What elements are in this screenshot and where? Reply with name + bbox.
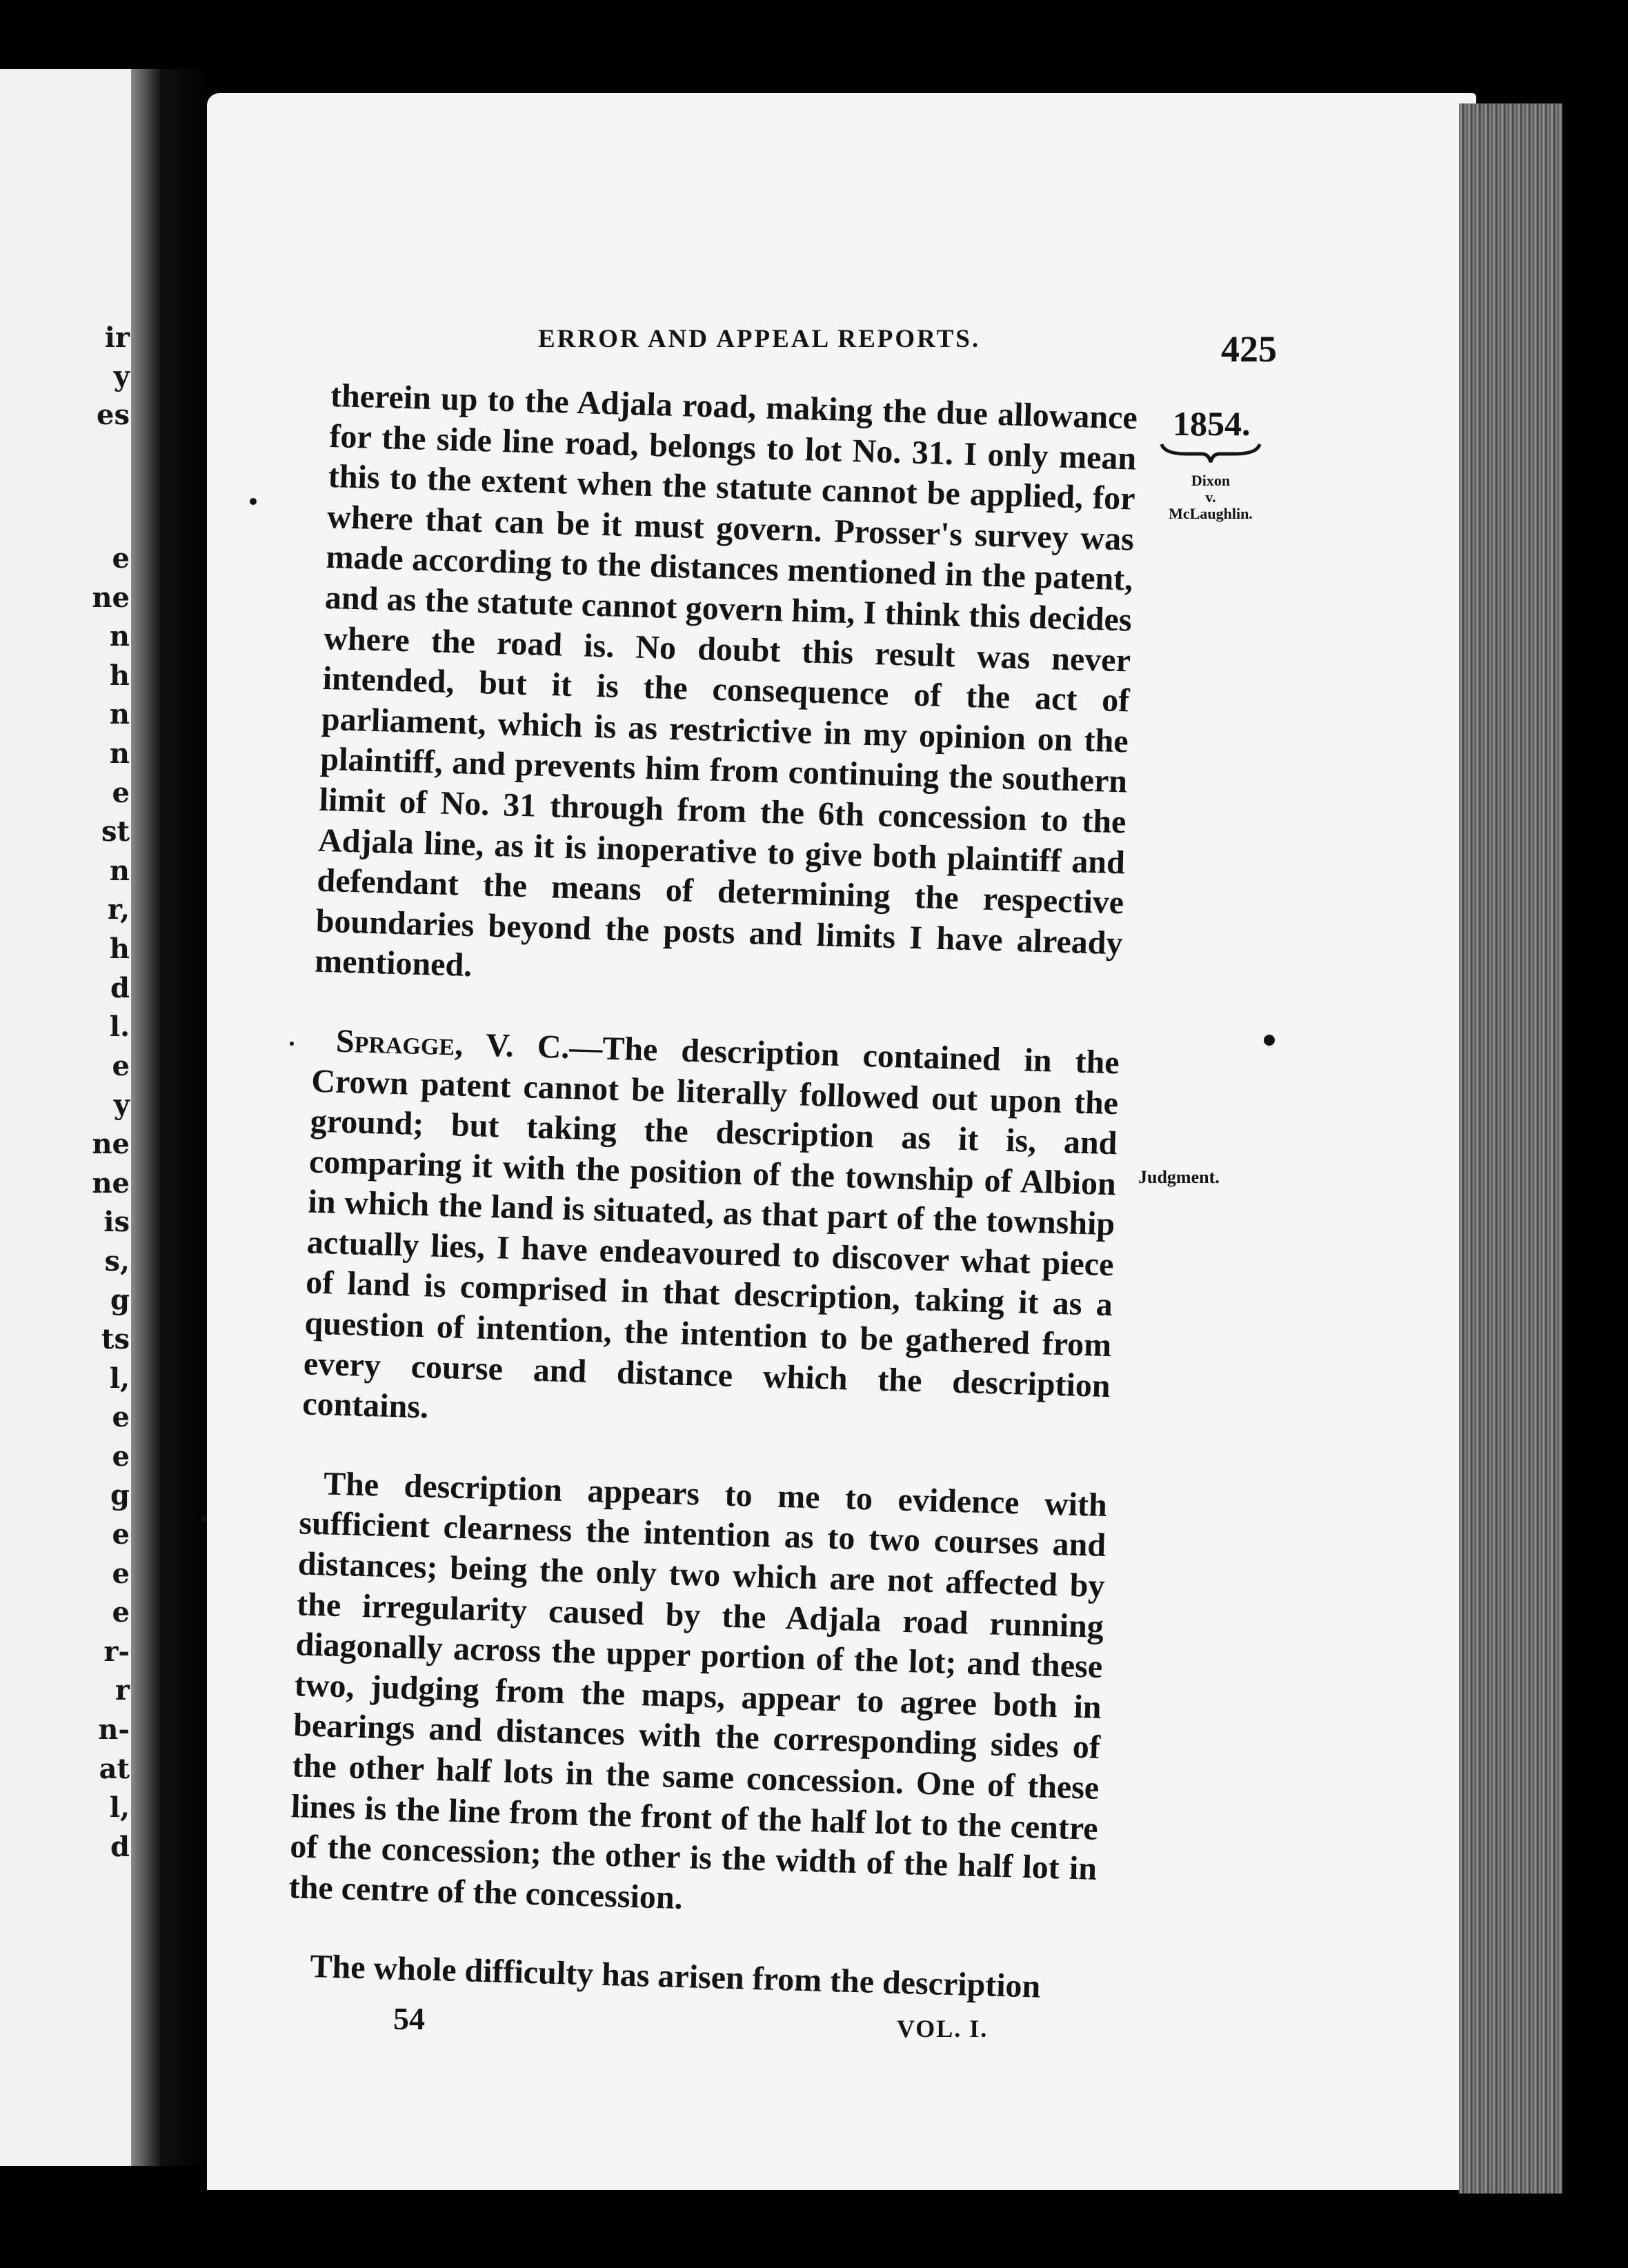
previous-page-fragment-text: n <box>109 737 130 770</box>
previous-page-fragment-text: g <box>110 1284 130 1317</box>
margin-case-versus: v. <box>1205 488 1216 506</box>
previous-page-fragment-text: r- <box>103 1635 130 1668</box>
paragraph-2-text: —The description contained in the Crown patent cannot be literally followed out upon the ground; but taking the description as it is, and comparing it with the position of the township of Albion in which the land is situated, as that part of the township actually lies, I have endeavoured to discover what piece of land is comprised in that description, taking it as a question of intention, the intention to be gathered from every course and distance which the description contains. <box>301 1028 1120 1426</box>
previous-page-fragment-text: l, <box>109 1362 130 1395</box>
volume-label: VOL. I. <box>897 2015 989 2042</box>
body-text <box>286 376 1138 2009</box>
previous-page-fragment-text: e <box>112 1440 130 1473</box>
margin-year: 1854. <box>1173 404 1251 443</box>
signature-mark: 54 <box>393 2001 425 2036</box>
previous-page-fragment-text: ts <box>101 1323 130 1355</box>
paragraph-3: The description appears to me to evidence with sufficient clearness the intention as to two courses and distances; being the only two which are not affected by the irregularity caused by the Adjala road running diagonally across the upper portion of the lot; and these two, judging from the maps, appear to agree both in bearings and distances with the corresponding sides of the other half lots in the same concession. One of these lines is the line from the front of the half lot to the centre of the concession; the other is the width of the half lot in the centre of the concession. <box>288 1465 1108 1916</box>
previous-page-fragment-text: e <box>112 1518 130 1551</box>
previous-page-fragment-text: ne <box>92 1128 130 1160</box>
previous-page-fragment-text: n <box>109 620 130 653</box>
scan-speck <box>250 498 257 505</box>
previous-page-fragment-text: is <box>103 1206 130 1239</box>
paragraph-1: therein up to the Adjala road, making the due allowance for the side line road, belongs to lot No. 31. I only mean this to the extent when the statute cannot be applied, for where that can be it must govern. Prosser's survey was made according to the distances mentioned in the patent, and as the statute cannot govern him, I think this decides where the road is. No doubt this result was never intended, but it is the consequence of the act of parliament, which is as restrictive in my opinion on the plaintiff, and prevents him from continuing the southern limit of No. 31 through from the 6th concession to the Adjala line, as it is inoperative to give both plaintiff and defendant the means of determining the respective boundaries beyond the posts and limits I have already mentioned. <box>314 377 1138 984</box>
previous-page-fragment-text: h <box>109 659 130 692</box>
page-number: 425 <box>1221 328 1277 370</box>
previous-page-fragment-text: e <box>112 1557 130 1590</box>
paragraph-2 <box>302 1021 1120 1447</box>
page-block-edge <box>1459 103 1562 2194</box>
scan-speck <box>290 1042 294 1046</box>
previous-page-fragment-text: d <box>110 971 130 1004</box>
book-gutter <box>131 69 207 2166</box>
previous-page-fragment-text: r, <box>107 893 130 926</box>
margin-case-plaintiff: Dixon <box>1191 472 1231 489</box>
previous-page-fragment-text: n <box>109 698 130 731</box>
margin-judgment: Judgment. <box>1138 1167 1220 1187</box>
previous-page-fragment-text: r <box>115 1674 130 1707</box>
previous-page-fragment-text: e <box>112 1596 130 1629</box>
margin-brace-icon <box>1159 441 1262 465</box>
previous-page-fragment <box>0 69 131 2166</box>
previous-page-fragment-text: h <box>109 933 130 965</box>
previous-page-fragment-text: n <box>109 854 130 887</box>
previous-page-fragment-text: ir <box>104 321 130 354</box>
previous-page-fragment-text: n- <box>98 1713 130 1746</box>
previous-page-fragment-text: l, <box>109 1791 130 1824</box>
scan-speck <box>201 1516 207 1522</box>
previous-page-fragment-text: d <box>110 1830 130 1863</box>
previous-page-fragment-text: g <box>110 1479 130 1512</box>
previous-page-fragment-text: es <box>97 399 130 431</box>
previous-page-fragment-text: st <box>101 815 130 848</box>
previous-page-fragment-text: e <box>112 542 130 575</box>
previous-page-fragment-text: l. <box>109 1011 130 1044</box>
previous-page-fragment-text: e <box>112 1401 130 1434</box>
previous-page-fragment-text: y <box>113 1088 130 1122</box>
previous-page-fragment-text: e <box>112 776 130 809</box>
previous-page-fragment-text: ne <box>92 581 130 614</box>
running-head: ERROR AND APPEAL REPORTS. <box>538 325 981 353</box>
previous-page-fragment-text: y <box>113 360 130 392</box>
margin-case-defendant: McLaughlin. <box>1169 505 1253 522</box>
previous-page-fragment-text: s, <box>104 1244 130 1277</box>
scan-speck <box>1264 1035 1275 1046</box>
previous-page-fragment-text: ne <box>92 1166 130 1200</box>
speaker-name: Spragge, V. C. <box>335 1022 570 1066</box>
paragraph-4: The whole difficulty has arisen from the description <box>309 1948 1042 2005</box>
margin-case-name <box>1142 472 1280 522</box>
previous-page-fragment-text: at <box>99 1752 130 1785</box>
previous-page-fragment-text: e <box>112 1049 130 1082</box>
